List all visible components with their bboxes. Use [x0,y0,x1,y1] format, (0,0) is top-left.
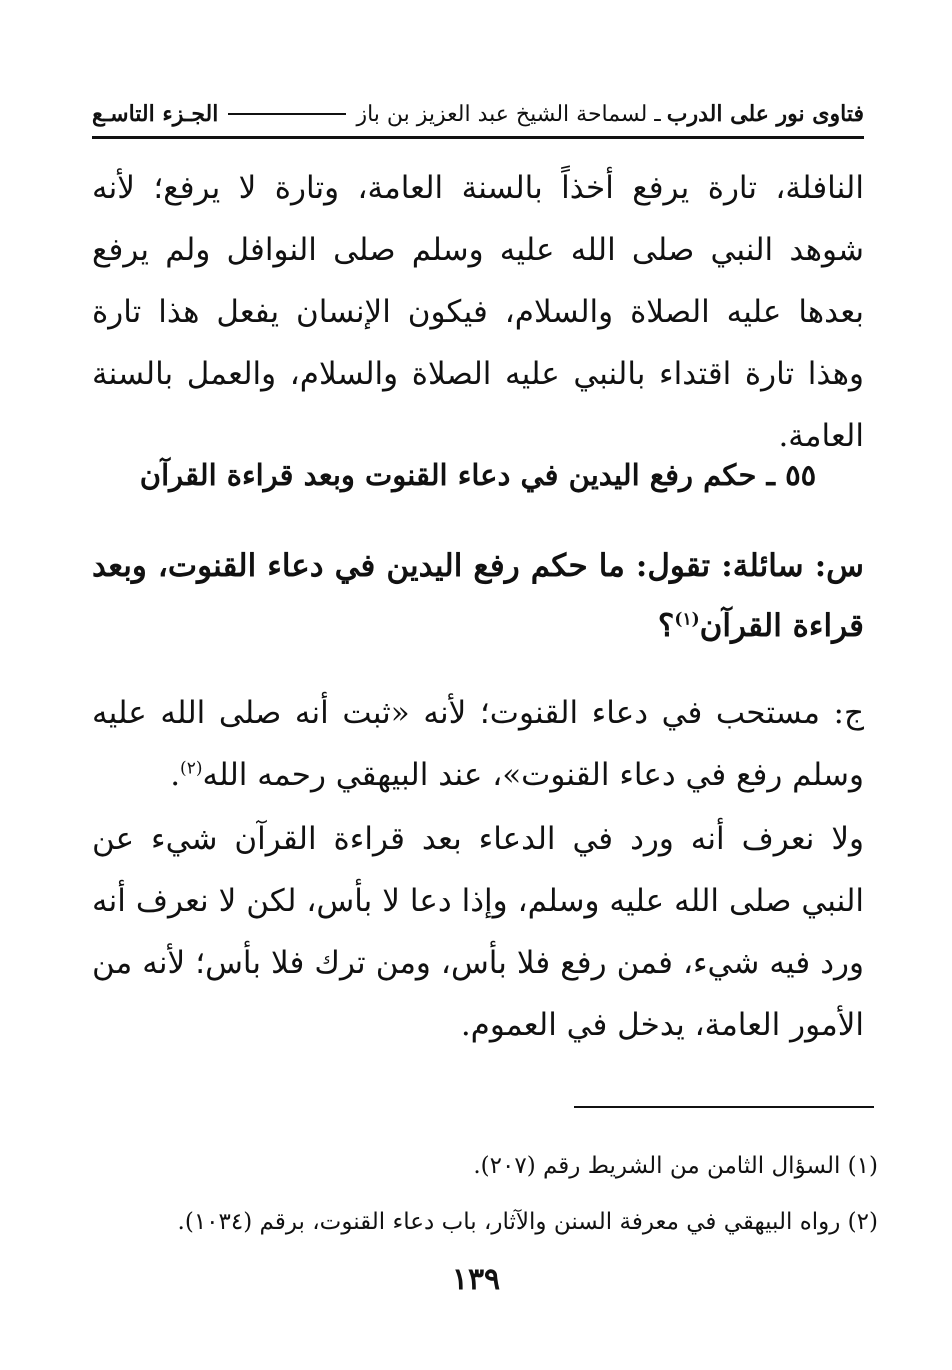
footnote-ref-2: (٢) [180,758,203,779]
paragraph-continuation: النافلة، تارة يرفع أخذاً بالسنة العامة، وتارة لا يرفع؛ لأنه شوهد النبي صلى الله عليه وسلم صلى النوافل ولم يرفع بعدها عليه الصلاة والسلام، فيكون الإنسان يفعل هذا تارة وهذا تارة اقتداء بالنبي عليه الصلاة والسلام، والعمل بالسنة العامة. [92,170,864,454]
question-text: س: سائلة: تقول: ما حكم رفع اليدين في دعاء القنوت، وبعد قراءة القرآن [92,548,864,644]
footnote-1: (١) السؤال الثامن من الشريط رقم (٢٠٧). [473,1153,878,1179]
book-author: ـ لسماحة الشيخ عبد العزيز بن باز [356,101,661,127]
answer-text: ج: مستحب في دعاء القنوت؛ لأنه «ثبت أنه صلى الله عليه وسلم رفع في دعاء القنوت»، عند البيهقي رحمه الله [92,695,864,793]
book-title: فتاوى نور على الدرب [666,101,864,127]
page-number: ١٣٩ [451,1262,501,1297]
answer-paragraph-2: ولا نعرف أنه ورد في الدعاء بعد قراءة القرآن شيء عن النبي صلى الله عليه وسلم، وإذا دعا لا بأس، لكن لا نعرف أنه ورد فيه شيء، فمن رفع فلا بأس، ومن ترك فلا بأس؛ لأنه من الأمور العامة، يدخل في العموم. [92,821,864,1043]
answer-paragraph [92,682,864,806]
footnote-2: (٢) رواه البيهقي في معرفة السنن والآثار، باب دعاء القنوت، برقم (١٠٣٤). [177,1209,878,1235]
running-header [92,92,864,136]
header-dash-rule [228,113,346,115]
footnote-separator [574,1106,874,1108]
section-heading: ٥٥ ـ حكم رفع اليدين في دعاء القنوت وبعد قراءة القرآن [139,458,817,492]
answer-period: . [170,757,181,793]
header-rule [92,136,864,139]
question-mark: ؟ [657,608,675,644]
volume-label: الجـزء التاسـع [92,101,219,127]
footnotes [92,1138,878,1250]
footnote-ref-1: (١) [674,609,700,630]
question-paragraph [92,536,864,656]
